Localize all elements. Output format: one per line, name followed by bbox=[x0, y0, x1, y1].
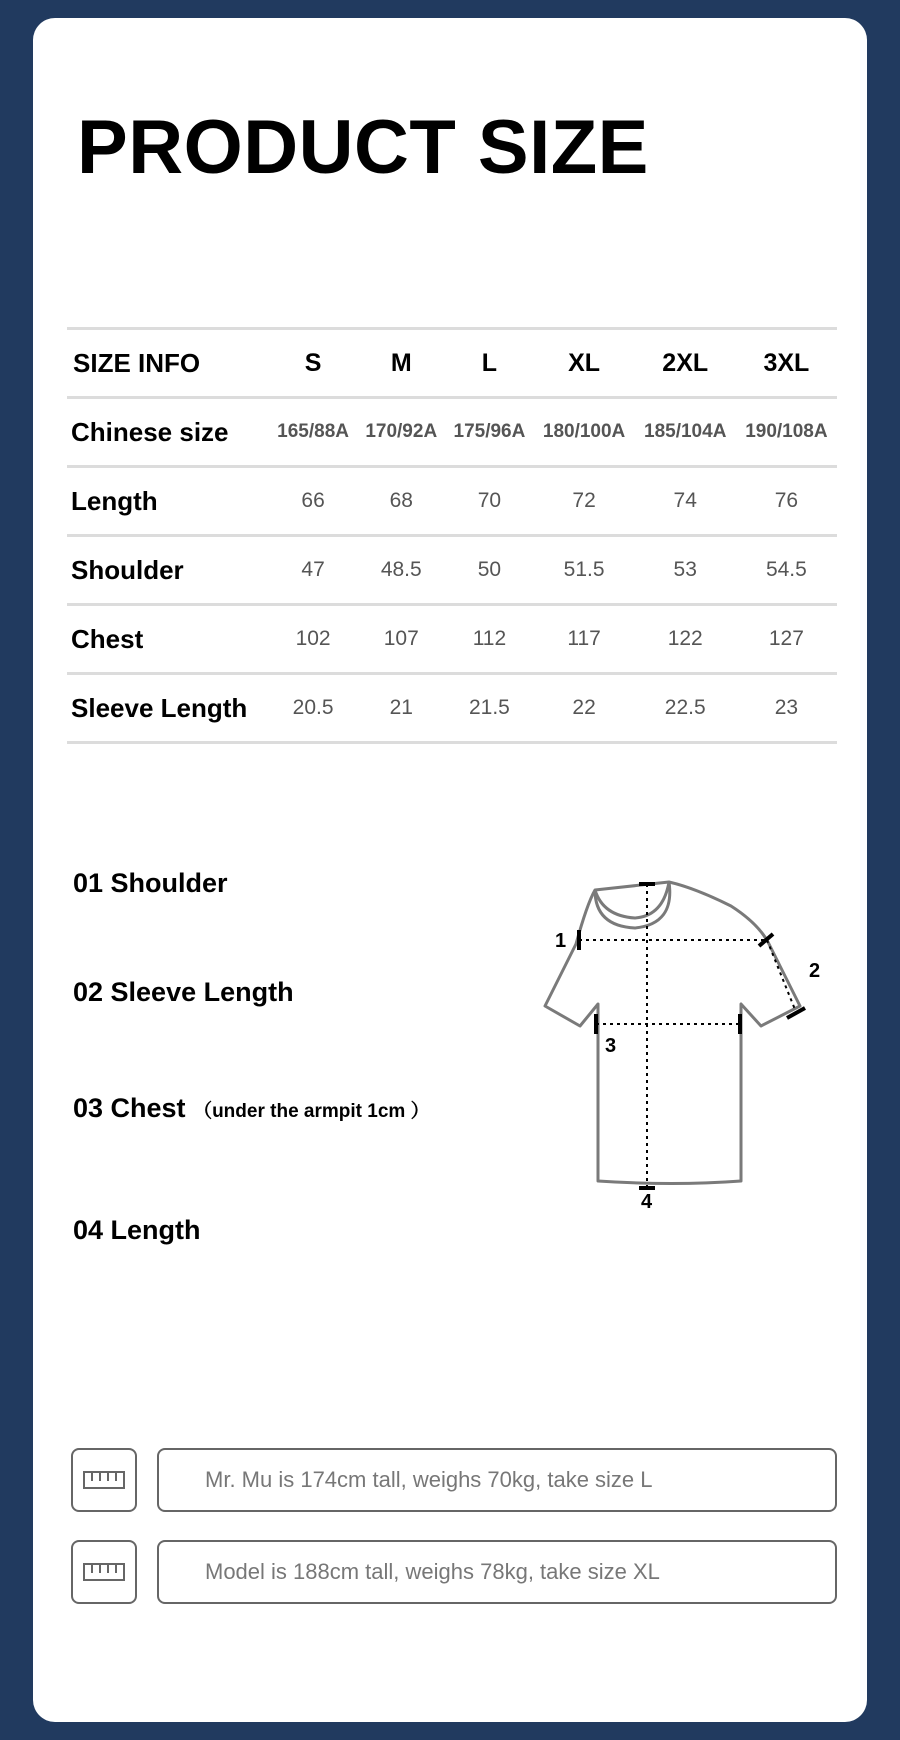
page-title: PRODUCT SIZE bbox=[77, 105, 649, 190]
table-cell: 21 bbox=[357, 674, 445, 743]
size-card bbox=[33, 18, 867, 1722]
table-cell: 122 bbox=[635, 605, 736, 674]
table-cell: 74 bbox=[635, 467, 736, 536]
size-header: XL bbox=[534, 329, 635, 398]
table-cell: 48.5 bbox=[357, 536, 445, 605]
table-cell: 53 bbox=[635, 536, 736, 605]
legend-item-length bbox=[73, 1215, 201, 1246]
size-table bbox=[67, 327, 837, 744]
size-header: 2XL bbox=[635, 329, 736, 398]
table-cell: 54.5 bbox=[736, 536, 837, 605]
table-cell: 170/92A bbox=[357, 398, 445, 467]
table-cell: 190/108A bbox=[736, 398, 837, 467]
size-header: 3XL bbox=[736, 329, 837, 398]
model-note-row bbox=[71, 1448, 839, 1516]
table-cell: 22 bbox=[534, 674, 635, 743]
table-cell: 117 bbox=[534, 605, 635, 674]
table-row bbox=[67, 398, 837, 467]
legend-item-sleeve-length bbox=[73, 977, 294, 1008]
ruler-icon bbox=[71, 1448, 137, 1512]
table-cell: 70 bbox=[445, 467, 533, 536]
table-cell: 51.5 bbox=[534, 536, 635, 605]
table-cell: 112 bbox=[445, 605, 533, 674]
table-header-row bbox=[67, 329, 837, 398]
table-row bbox=[67, 674, 837, 743]
table-row bbox=[67, 605, 837, 674]
legend-note: （under the armpit 1cm ） bbox=[193, 1101, 430, 1122]
legend-item-chest bbox=[73, 1093, 430, 1124]
table-cell: 165/88A bbox=[269, 398, 357, 467]
table-cell: 180/100A bbox=[534, 398, 635, 467]
legend-label: 01 Shoulder bbox=[73, 868, 228, 898]
size-header: M bbox=[357, 329, 445, 398]
row-label: Chest bbox=[67, 605, 269, 674]
ruler-icon bbox=[71, 1540, 137, 1604]
legend-item-shoulder bbox=[73, 868, 228, 899]
table-cell: 66 bbox=[269, 467, 357, 536]
table-cell: 21.5 bbox=[445, 674, 533, 743]
legend-label: 02 Sleeve Length bbox=[73, 977, 294, 1007]
table-cell: 50 bbox=[445, 536, 533, 605]
table-cell: 47 bbox=[269, 536, 357, 605]
table-cell: 107 bbox=[357, 605, 445, 674]
table-cell: 102 bbox=[269, 605, 357, 674]
legend-label: 04 Length bbox=[73, 1215, 201, 1245]
diagram-marker-1: 1 bbox=[555, 930, 567, 952]
table-cell: 76 bbox=[736, 467, 837, 536]
model-note-text: Mr. Mu is 174cm tall, weighs 70kg, take size L bbox=[157, 1448, 837, 1512]
diagram-marker-3: 3 bbox=[605, 1035, 617, 1057]
table-cell: 68 bbox=[357, 467, 445, 536]
size-header: L bbox=[445, 329, 533, 398]
table-cell: 23 bbox=[736, 674, 837, 743]
row-label: Shoulder bbox=[67, 536, 269, 605]
row-label: Sleeve Length bbox=[67, 674, 269, 743]
header-label: SIZE INFO bbox=[67, 329, 269, 398]
table-cell: 127 bbox=[736, 605, 837, 674]
legend-label: 03 Chest bbox=[73, 1093, 186, 1123]
table-row bbox=[67, 467, 837, 536]
row-label: Chinese size bbox=[67, 398, 269, 467]
table-row bbox=[67, 536, 837, 605]
table-cell: 185/104A bbox=[635, 398, 736, 467]
table-cell: 20.5 bbox=[269, 674, 357, 743]
diagram-marker-4: 4 bbox=[641, 1191, 653, 1213]
diagram-marker-2: 2 bbox=[809, 960, 821, 982]
table-cell: 175/96A bbox=[445, 398, 533, 467]
size-header: S bbox=[269, 329, 357, 398]
model-note-text: Model is 188cm tall, weighs 78kg, take size XL bbox=[157, 1540, 837, 1604]
model-note-row bbox=[71, 1540, 839, 1608]
table-cell: 72 bbox=[534, 467, 635, 536]
row-label: Length bbox=[67, 467, 269, 536]
table-cell: 22.5 bbox=[635, 674, 736, 743]
tshirt-outline-icon bbox=[503, 866, 823, 1216]
